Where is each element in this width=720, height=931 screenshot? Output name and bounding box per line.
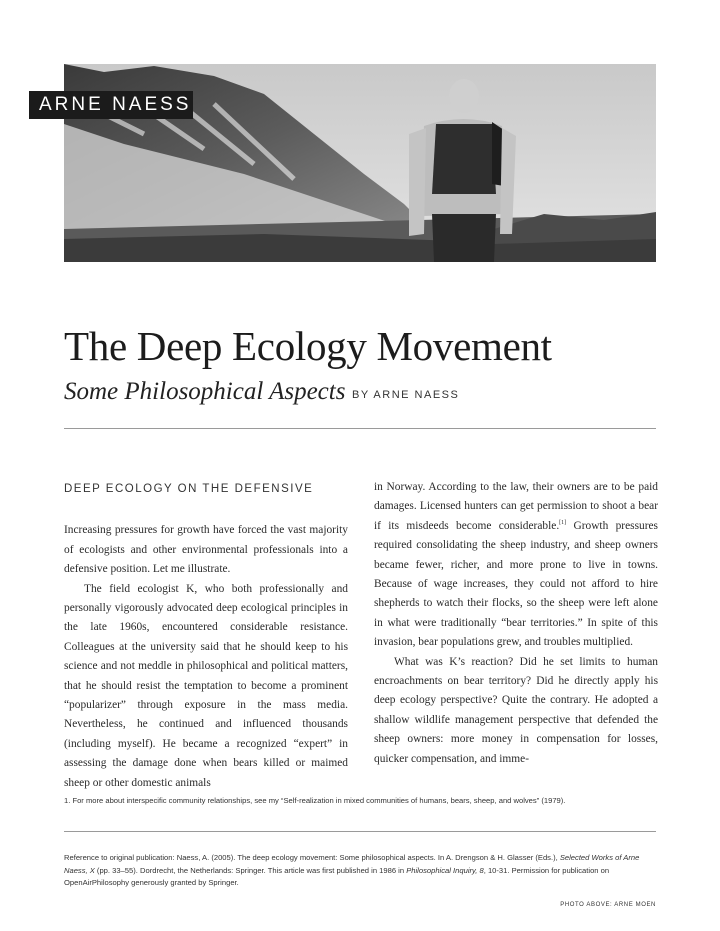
paragraph: The field ecologist K, who both professionally and personally vigorously advocated deep ecological principles in the late 1960s, encountered considerable resistance. Colleagues at the university said that he should keep to his science and not meddle in philosophical and political matters, that he should resist the temptation to become a prominent “popularizer” through exposure in the mass media. Nevertheless, he continued and influenced thousands (including myself). He became a recognized “expert” in assessing the damage done when bears killed or maimed sheep or other domestic animals — [64, 582, 348, 789]
paragraph-text: in Norway. According to the law, their owners are to be paid damages. Licensed hunters can get permission to shoot a bear if its misdeeds become considerable. — [374, 481, 658, 532]
reference-text: (pp. 33–55). Dordrecht, the Netherlands: Springer. This article was first published in 1986 in — [94, 865, 407, 875]
page-title: The Deep Ecology Movement — [64, 323, 552, 369]
reference-book-title: Selected Works of Arne Naess, X — [64, 853, 640, 875]
reference-text: , 10-31. Permission for publication on OpenAirPhilosophy generously granted by Springer. — [64, 865, 610, 887]
page-subtitle: Some Philosophical Aspects — [64, 378, 346, 405]
reference-note — [64, 852, 656, 890]
left-column — [64, 476, 348, 793]
byline: BY ARNE NAESS — [352, 389, 460, 401]
reference-text: Reference to original publication: Naess, A. (2005). The deep ecology movement: Some philosophical aspects. In A. Drengson & H. Glasser (Eds.), — [64, 853, 560, 862]
paragraph-text: Growth pressures required consolidating the sheep industry, and sheep owners became fewer, richer, and more prone to live in towns. Because of wage increases, they could not afford to hire shepherds to watch their flocks, so the sheep were left alone in what were traditionally “bear territories.” In spite of this invasion, bear populations grew, and troubles multiplied. — [374, 519, 658, 649]
footnote-marker[interactable]: [1] — [559, 520, 567, 527]
paragraph — [374, 478, 658, 653]
reference-journal-title: Philosophical Inquiry, 8 — [406, 865, 484, 875]
title-divider — [64, 428, 656, 429]
footnote: 1. For more about interspecific community relationships, see my “Self-realization in mixed communities of humans, bears, sheep, and wolves” (1979). — [64, 796, 566, 805]
reference-divider — [64, 831, 656, 832]
right-column — [374, 478, 658, 769]
photo-credit: PHOTO ABOVE: ARNE MOEN — [560, 902, 656, 908]
author-tag: ARNE NAESS — [29, 91, 193, 119]
section-heading: DEEP ECOLOGY ON THE DEFENSIVE — [64, 483, 314, 495]
paragraph: What was K’s reaction? Did he set limits to human encroachments on bear territory? Did he directly apply his deep ecology perspective? Quite the contrary. He adopted a shallow wildlife management perspective that defended the sheep owners: more money in compensation for losses, quicker compensation, and imme- — [374, 655, 658, 765]
paragraph: Increasing pressures for growth have forced the vast majority of ecologists and other environmental professionals into a defensive position. Let me illustrate. — [64, 524, 348, 576]
